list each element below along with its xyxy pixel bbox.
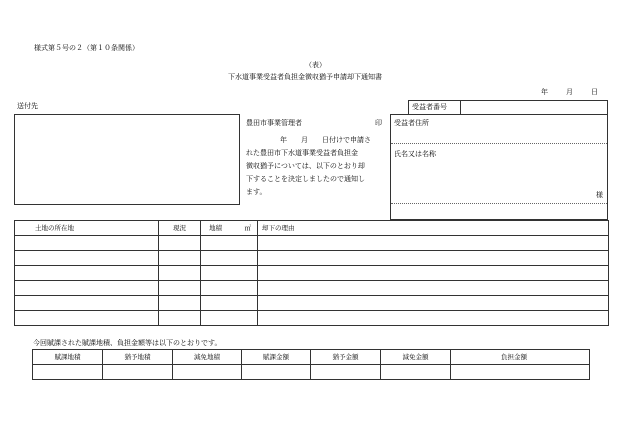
notice-body [246,134,388,199]
table-row[interactable] [15,236,609,251]
land-status-header: 現況 [159,221,201,236]
form-subtitle: （表） [305,61,326,69]
table-row[interactable] [15,296,609,311]
date-day: 日 [591,88,598,96]
name-dotted-line [391,203,607,204]
assessment-value-row[interactable] [33,365,590,380]
land-area-header [201,221,258,236]
recipient-box[interactable] [14,114,240,205]
land-area-unit: ㎡ [244,223,251,232]
land-table-header [15,221,609,236]
land-location-header: 土地の所在地 [15,221,159,236]
form-title: 下水道事業受益者負担金徴収猶予申請却下通知書 [228,73,382,81]
recipient-label: 送付先 [17,102,38,110]
beneficiary-number-label: 受益者番号 [412,103,447,111]
notice-line-2: れた豊田市下水道事業受益者負担金 [246,149,358,157]
address-dotted-line [391,143,607,144]
assessment-caption: 今回賦課された賦課地積、負担金額等は以下のとおりです。 [33,339,222,347]
rejection-reason-header: 却下の理由 [258,221,609,236]
date-month: 月 [566,88,573,96]
notice-line-5: ます。 [246,188,267,196]
charge-amount-header: 負担金額 [451,350,590,365]
notice-line-4: 下することを決定しましたので通知し [246,175,365,183]
land-area-label: 地積 [209,223,222,232]
manager-name: 豊田市事業管理者 [246,119,302,127]
table-row[interactable] [15,311,609,326]
assessed-area-header: 賦課地積 [33,350,103,365]
notice-line-3: 徴収猶予については、以下のとおり却 [246,162,365,170]
notice-line-1: 年 月 日付けで申請さ [280,136,371,144]
assessed-amount-header: 賦課金額 [242,350,311,365]
exempt-area-header: 減免地積 [173,350,242,365]
style-number: 様式第５号の２（第１０条関係） [34,44,139,52]
seal-mark: 印 [375,119,382,127]
beneficiary-number-divider [460,100,461,115]
honorific: 様 [596,191,603,199]
exempt-amount-header: 減免金額 [381,350,451,365]
date-year: 年 [541,88,548,96]
deferred-amount-header: 猶予金額 [311,350,381,365]
deferred-area-header: 猶予地積 [103,350,173,365]
beneficiary-name-label: 氏名又は名称 [394,150,436,158]
beneficiary-address-label: 受益者住所 [394,119,429,127]
assessment-header-row [33,350,590,365]
beneficiary-box[interactable] [390,114,608,220]
table-row[interactable] [15,266,609,281]
table-row[interactable] [15,251,609,266]
assessment-table [32,349,590,380]
table-row[interactable] [15,281,609,296]
land-table [14,220,609,326]
